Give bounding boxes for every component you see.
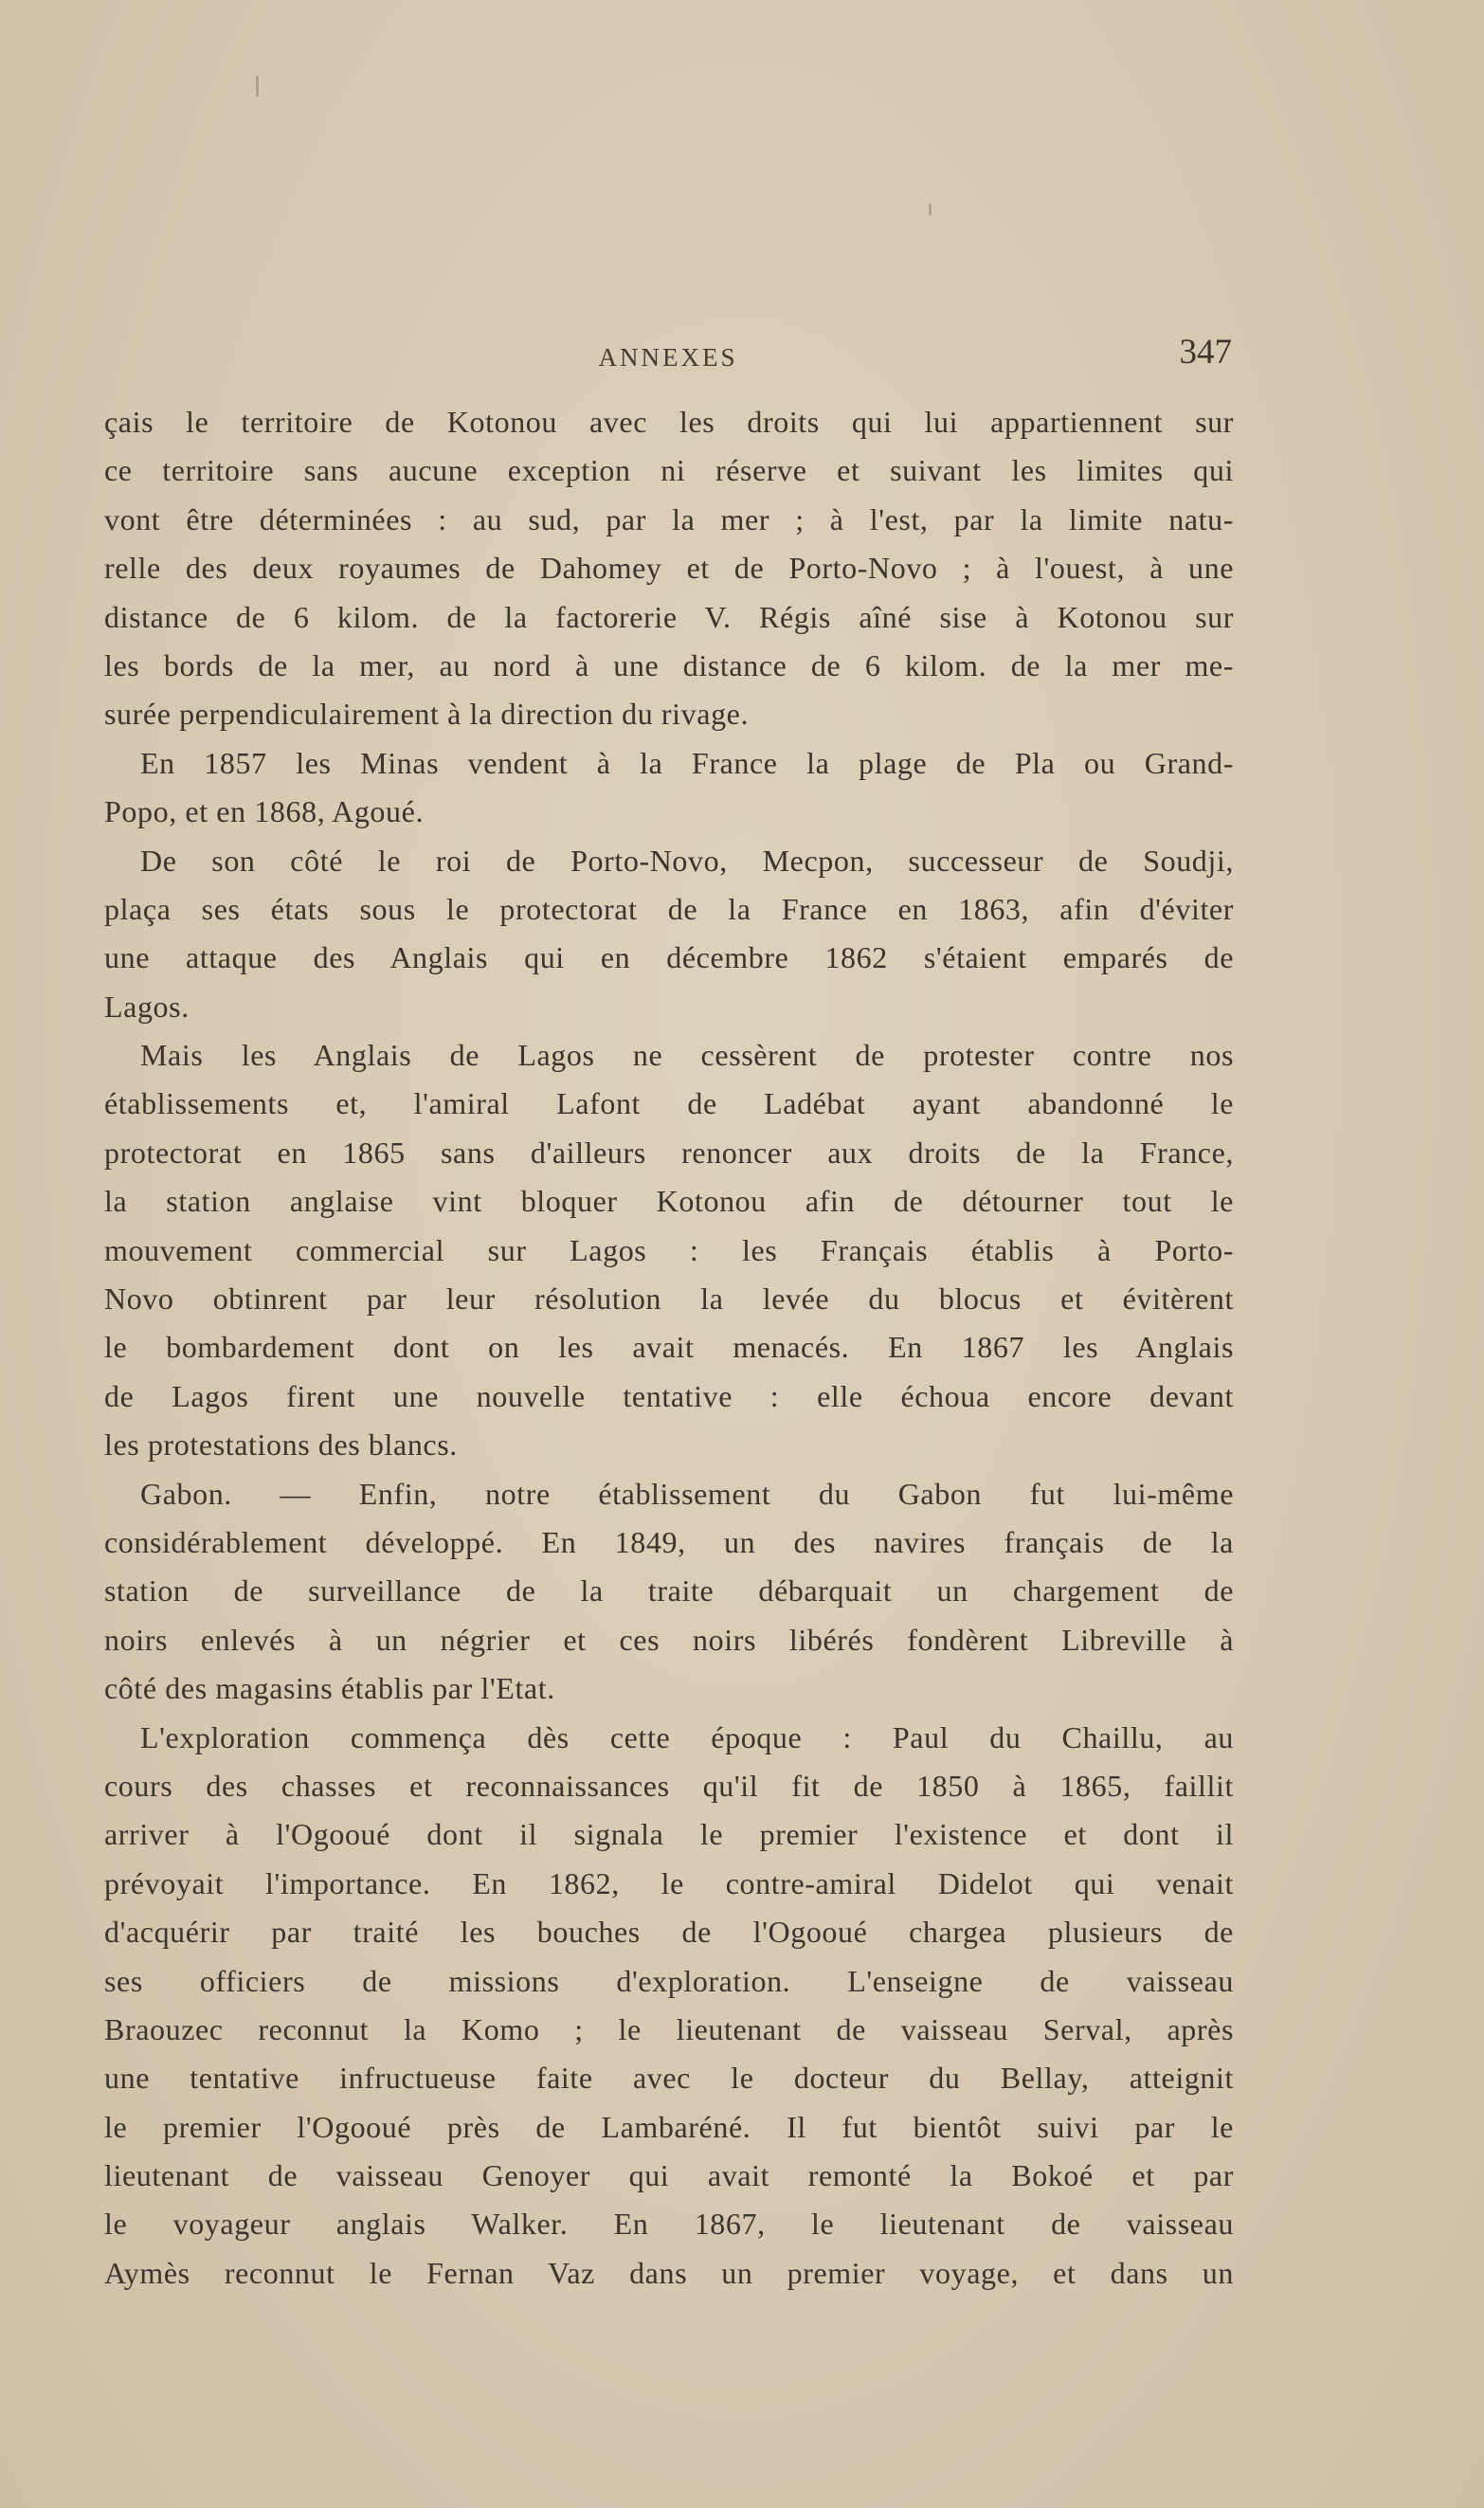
text-line: station de surveillance de la traite débarquait un chargement de [104,1573,1234,1608]
text-line: côté des magasins établis par l'Etat. [104,1671,555,1706]
text-line: ses officiers de missions d'exploration. L'enseigne de vaisseau [104,1963,1234,1998]
text-line: lieutenant de vaisseau Genoyer qui avait remonté la Bokoé et par [104,2158,1234,2193]
text-line: De son côté le roi de Porto-Novo, Mecpon, successeur de Soudji, [140,843,1234,878]
text-line: d'acquérir par traité les bouches de l'Ogooué chargea plusieurs de [104,1915,1234,1950]
text-line: noirs enlevés à un négrier et ces noirs libérés fondèrent Libreville à [104,1622,1234,1657]
text-line: une tentative infructueuse faite avec le docteur du Bellay, atteignit [104,2061,1234,2096]
running-header [104,332,1232,379]
text-line: Lagos. [104,989,190,1024]
text-line: Gabon. — Enfin, notre établissement du Gabon fut lui-même [140,1476,1234,1511]
scan-speck [929,204,932,215]
text-line: arriver à l'Ogooué dont il signala le premier l'existence et dont il [104,1817,1234,1852]
text-line: Aymès reconnut le Fernan Vaz dans un premier voyage, et dans un [104,2255,1234,2290]
paragraph [104,398,1234,739]
paragraph [104,1470,1234,1714]
text-line: le premier l'Ogooué près de Lambaréné. Il fut bientôt suivi par le [104,2109,1234,2144]
text-line: L'exploration commença dès cette époque : Paul du Chaillu, au [140,1719,1234,1754]
text-line: surée perpendiculairement à la direction du rivage. [104,697,750,732]
text-line: ce territoire sans aucune exception ni réserve et suivant les limites qui [104,453,1234,488]
text-line: Braouzec reconnut la Komo ; le lieutenant de vaisseau Serval, après [104,2011,1234,2046]
paragraph [104,739,1234,837]
text-line: protectorat en 1865 sans d'ailleurs renoncer aux droits de la France, [104,1135,1234,1170]
text-line: le voyageur anglais Walker. En 1867, le lieutenant de vaisseau [104,2207,1234,2242]
scan-speck [256,76,259,97]
text-line: une attaque des Anglais qui en décembre 1862 s'étaient emparés de [104,940,1234,975]
text-line: cours des chasses et reconnaissances qu'il fit de 1850 à 1865, faillit [104,1768,1234,1803]
paragraph [104,837,1234,1032]
text-line: les bords de la mer, au nord à une distance de 6 kilom. de la mer me- [104,647,1234,682]
text-line: Popo, et en 1868, Agoué. [104,794,425,829]
text-line: prévoyait l'importance. En 1862, le contre-amiral Didelot qui venait [104,1865,1234,1900]
text-line: la station anglaise vint bloquer Kotonou afin de détourner tout le [104,1184,1234,1219]
text-line: établissements et, l'amiral Lafont de Ladébat ayant abandonné le [104,1086,1234,1121]
text-line: Mais les Anglais de Lagos ne cessèrent de protester contre nos [140,1038,1234,1073]
running-title: ANNEXES [598,343,738,372]
text-line: Novo obtinrent par leur résolution la levée du blocus et évitèrent [104,1281,1234,1317]
text-line: les protestations des blancs. [104,1427,458,1463]
paragraph [104,1714,1234,2299]
body-text [104,398,1234,2298]
page-number: 347 [1179,333,1232,372]
text-line: En 1857 les Minas vendent à la France la plage de Pla ou Grand- [140,745,1234,780]
text-line: plaça ses états sous le protectorat de la France en 1863, afin d'éviter [104,891,1234,926]
text-line: de Lagos firent une nouvelle tentative : elle échoua encore devant [104,1378,1234,1413]
text-line: le bombardement dont on les avait menacés. En 1867 les Anglais [104,1330,1234,1365]
text-line: vont être déterminées : au sud, par la mer ; à l'est, par la limite natu- [104,501,1234,536]
paragraph [104,1031,1234,1470]
text-line: distance de 6 kilom. de la factorerie V. Régis aîné sise à Kotonou sur [104,599,1234,634]
text-line: çais le territoire de Kotonou avec les droits qui lui appartiennent sur [104,405,1234,439]
text-line: considérablement développé. En 1849, un des navires français de la [104,1524,1234,1559]
text-line: relle des deux royaumes de Dahomey et de Porto-Novo ; à l'ouest, à une [104,551,1234,586]
text-line: mouvement commercial sur Lagos : les Français établis à Porto- [104,1232,1234,1267]
